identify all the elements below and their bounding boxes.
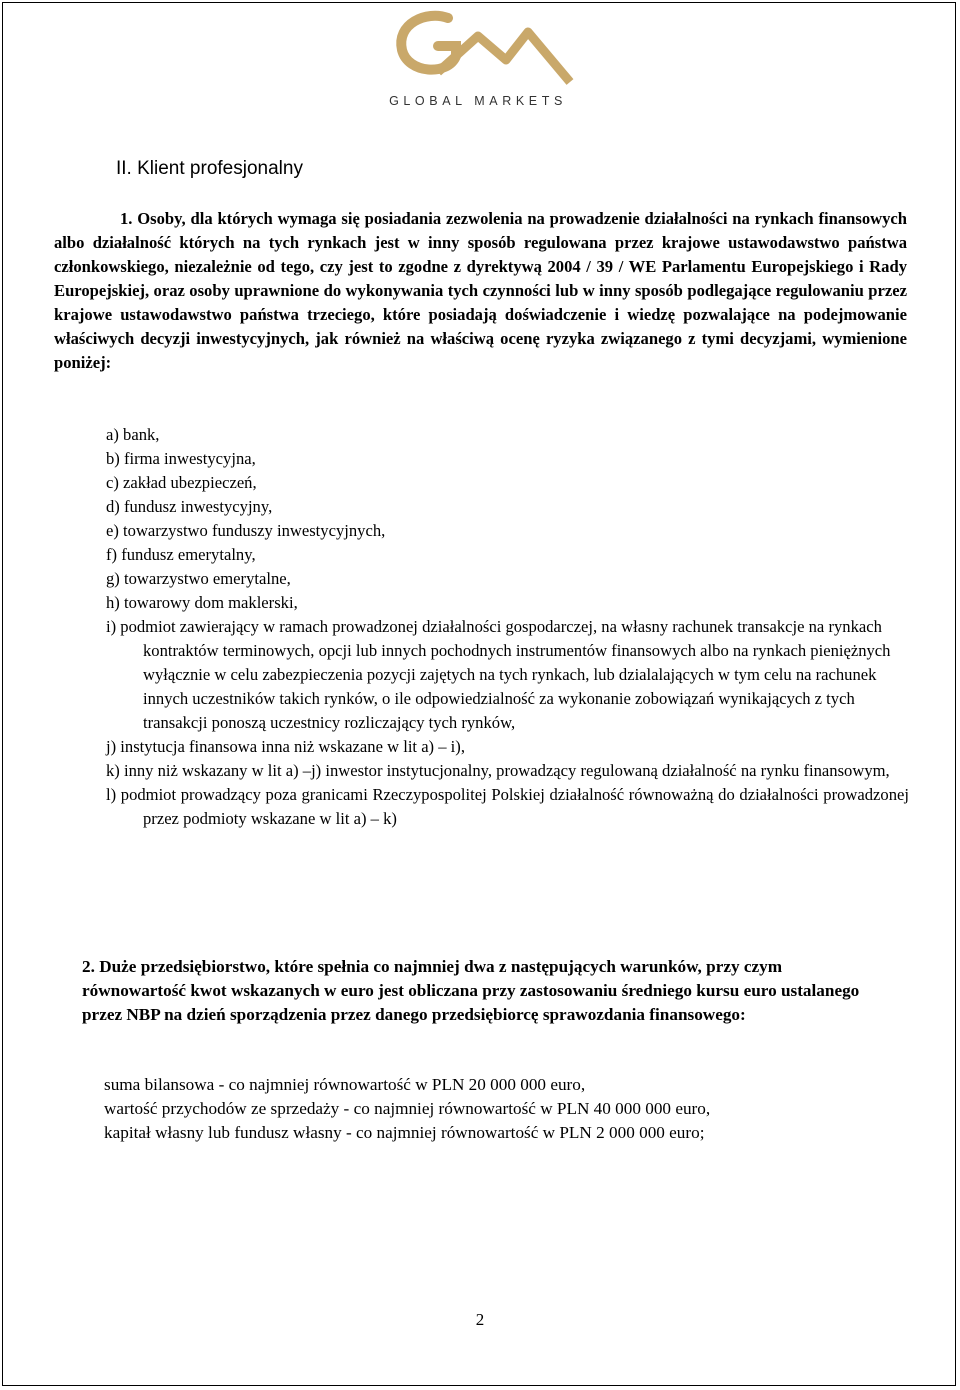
condition-text: suma bilansowa - co najmniej równowartość w PLN 20 000 000 euro, <box>104 1075 586 1094</box>
list-item: l) podmiot prowadzący poza granicami Rzeczypospolitej Polskiej działalność równoważną do działalności prowadzonej przez podmioty wskazane w lit a) – k) <box>106 785 909 828</box>
list-item: a) bank, <box>106 425 160 444</box>
paragraph-2: 2. Duże przedsiębiorstwo, które spełnia co najmniej dwa z następujących warunków, przy czym równowartość kwot wskazanych w euro jest obliczana przy zastosowaniu średniego kursu euro ustalanego przez NBP na dzień sporządzenia przez danego przedsiębiorcę sprawozdania finansowego: <box>82 957 860 1024</box>
condition-item <box>82 1073 710 1097</box>
list-item: j) instytucja finansowa inna niż wskazane w lit a) – i), <box>106 737 465 756</box>
logo-text: GLOBAL MARKETS <box>389 94 567 108</box>
list-item: k) inny niż wskazany w lit a) –j) inwestor instytucjonalny, prowadzący regulowaną działalność na rynku finansowym, <box>106 761 890 780</box>
condition-item <box>82 1097 710 1121</box>
conditions-list <box>82 1073 710 1145</box>
entity-list <box>106 423 909 831</box>
paragraph-1 <box>54 207 907 375</box>
list-item: c) zakład ubezpieczeń, <box>106 473 257 492</box>
list-item: h) towarowy dom maklerski, <box>106 593 298 612</box>
list-item: d) fundusz inwestycyjny, <box>106 497 273 516</box>
list-item: f) fundusz emerytalny, <box>106 545 256 564</box>
condition-text: wartość przychodów ze sprzedaży - co najmniej równowartość w PLN 40 000 000 euro, <box>104 1099 711 1118</box>
paragraph-1-text: 1. Osoby, dla których wymaga się posiadania zezwolenia na prowadzenie działalności na rynkach finansowych albo działalność których na tych rynkach jest w inny sposób regulowana przez krajowe ustawodawstwo państwa członkowskiego, niezależnie od tego, czy jest to zgodne z dyrektywą 2004 / 39 / WE Parlamentu Europejskiego i Rady Europejskiej, oraz osoby uprawnione do wykonywania tych czynności lub w inny sposób podlegające regulowaniu przez krajowe ustawodawstwo państwa trzeciego, które posiadają doświadczenie i wiedzę pozwalające na podejmowanie właściwych decyzji inwestycyjnych, jak również na właściwą ocenę ryzyka związanego z tymi decyzjami, wymienione poniżej: <box>54 209 907 372</box>
section-heading: II. Klient profesjonalny <box>116 158 303 179</box>
condition-text: kapitał własny lub fundusz własny - co najmniej równowartość w PLN 2 000 000 euro; <box>104 1123 705 1142</box>
list-item: g) towarzystwo emerytalne, <box>106 569 291 588</box>
page-number: 2 <box>475 1310 485 1329</box>
global-markets-logo <box>378 6 578 118</box>
list-item: b) firma inwestycyjna, <box>106 449 256 468</box>
list-item: e) towarzystwo funduszy inwestycyjnych, <box>106 521 386 540</box>
condition-item <box>82 1121 710 1145</box>
gm-logo-mark <box>378 6 578 96</box>
list-item: i) podmiot zawierający w ramach prowadzonej działalności gospodarczej, na własny rachunek transakcje na rynkach kontraktów terminowych, opcji lub innych pochodnych instrumentów finansowych albo na rynkach pieniężnych wyłącznie w celu zabezpieczenia pozycji zajętych na tych rynkach, lub dzialalających w tym celu na rachunek innych uczestników takich rynków, o ile odpowiedzialność za wykonanie zobowiązań wynikających z tych transakcji ponoszą uczestnicy rozliczający tych rynków, <box>106 617 891 732</box>
